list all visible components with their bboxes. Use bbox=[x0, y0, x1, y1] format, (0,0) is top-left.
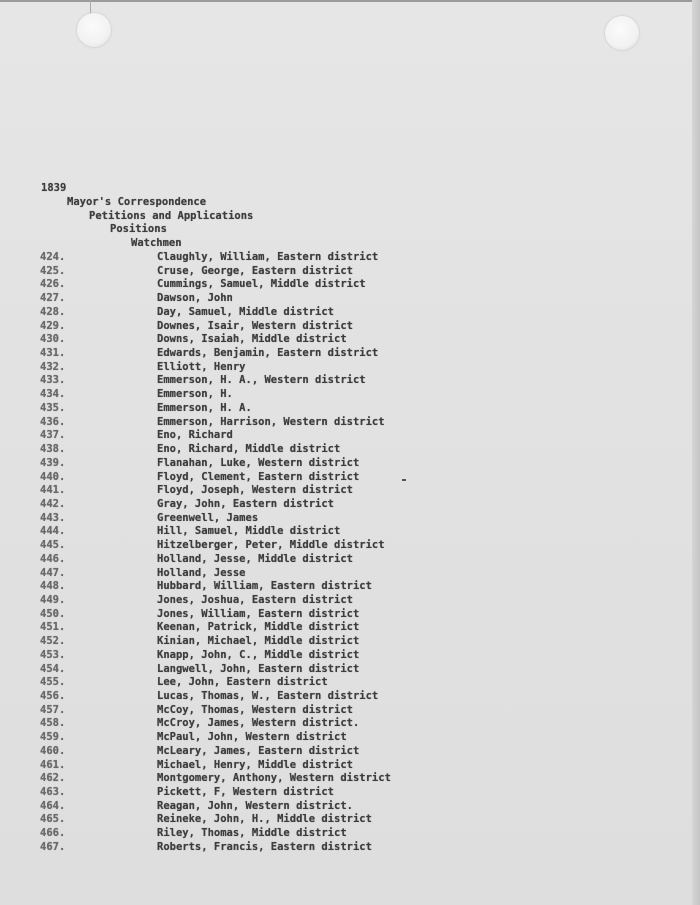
entry-text: Jones, William, Eastern district bbox=[157, 607, 360, 620]
entry-number: 447. bbox=[40, 566, 66, 579]
entry-text: Downes, Isair, Western district bbox=[157, 319, 353, 332]
entry-number: 459. bbox=[40, 731, 66, 744]
stray-mark bbox=[402, 479, 406, 481]
entry-number: 437. bbox=[40, 429, 66, 442]
entry-text: Greenwell, James bbox=[157, 511, 259, 524]
entry-number: 440. bbox=[40, 470, 66, 483]
entry-number: 448. bbox=[40, 580, 66, 593]
entry-number: 439. bbox=[40, 456, 66, 469]
entry-text: Knapp, John, C., Middle district bbox=[157, 648, 360, 661]
entry-text: Emmerson, H. bbox=[157, 388, 233, 401]
entry-number: 438. bbox=[40, 443, 66, 456]
page-right-edge bbox=[692, 0, 700, 905]
entry-text: Downs, Isaiah, Middle district bbox=[157, 333, 347, 346]
entry-number: 429. bbox=[40, 319, 66, 332]
entry-number: 430. bbox=[40, 333, 66, 346]
entry-number: 424. bbox=[40, 251, 66, 263]
entry-number: 441. bbox=[40, 484, 66, 497]
entry-number: 435. bbox=[40, 401, 66, 414]
year-heading: 1839 bbox=[41, 182, 67, 194]
entry-number: 426. bbox=[40, 278, 66, 291]
entry-number: 436. bbox=[40, 415, 66, 428]
entry-text: Pickett, F, Western district bbox=[157, 786, 335, 799]
entry-number: 442. bbox=[40, 497, 66, 510]
entry-number: 434. bbox=[40, 388, 66, 401]
entry-number: 462. bbox=[40, 772, 66, 785]
entry-text: Floyd, Clement, Eastern district bbox=[157, 470, 360, 483]
punch-hole-left bbox=[77, 13, 111, 47]
entry-number: 443. bbox=[40, 511, 66, 524]
entry-text: Keenan, Patrick, Middle district bbox=[157, 621, 360, 634]
entry-text: Eno, Richard, Middle district bbox=[157, 443, 341, 456]
entry-text: McPaul, John, Western district bbox=[157, 731, 347, 744]
entry-text: Day, Samuel, Middle district bbox=[157, 305, 335, 318]
entry-text: Edwards, Benjamin, Eastern district bbox=[157, 347, 379, 360]
entry-number: 433. bbox=[40, 374, 66, 387]
entry-text: McCroy, James, Western district. bbox=[157, 717, 360, 730]
entry-text: Hill, Samuel, Middle district bbox=[157, 525, 341, 538]
entry-text: Roberts, Francis, Eastern district bbox=[157, 840, 372, 853]
entry-number: 451. bbox=[40, 621, 66, 634]
entry-text: Hitzelberger, Peter, Middle district bbox=[157, 539, 385, 552]
entry-number: 449. bbox=[40, 593, 66, 606]
entry-text: Reagan, John, Western district. bbox=[157, 799, 353, 812]
entry-number: 465. bbox=[40, 813, 66, 826]
entry-number: 464. bbox=[40, 799, 66, 812]
entry-number: 450. bbox=[40, 607, 66, 620]
entry-number: 453. bbox=[40, 648, 66, 661]
entry-number: 457. bbox=[40, 703, 66, 716]
entry-text: Michael, Henry, Middle district bbox=[157, 758, 353, 771]
entry-text: Emmerson, H. A., Western district bbox=[157, 374, 366, 387]
page-top-edge bbox=[0, 0, 700, 2]
entry-number: 466. bbox=[40, 827, 66, 840]
entry-text: Dawson, John bbox=[157, 292, 233, 305]
entry-number: 467. bbox=[40, 840, 66, 853]
entry-text: Emmerson, H. A. bbox=[157, 401, 252, 414]
entry-text: McCoy, Thomas, Western district bbox=[157, 703, 353, 716]
entry-number: 455. bbox=[40, 676, 66, 689]
entry-text: Riley, Thomas, Middle district bbox=[157, 827, 347, 840]
entry-number: 461. bbox=[40, 758, 66, 771]
entry-text: Langwell, John, Eastern district bbox=[157, 662, 360, 675]
entry-number: 428. bbox=[40, 305, 66, 318]
entry-text: Holland, Jesse bbox=[157, 566, 246, 579]
entry-text: Elliott, Henry bbox=[157, 360, 246, 373]
entry-text: Cummings, Samuel, Middle district bbox=[157, 278, 366, 291]
entry-number: 456. bbox=[40, 690, 66, 702]
subcategory-heading: Watchmen bbox=[131, 237, 182, 249]
entry-number: 460. bbox=[40, 744, 66, 757]
entry-text: Flanahan, Luke, Western district bbox=[157, 456, 360, 469]
entry-text: Eno, Richard bbox=[157, 429, 233, 442]
entry-text: McLeary, James, Eastern district bbox=[157, 744, 360, 757]
entry-text: Montgomery, Anthony, Western district bbox=[157, 772, 391, 785]
entry-number: 444. bbox=[40, 525, 66, 538]
entry-number: 452. bbox=[40, 635, 66, 648]
entry-text: Lucas, Thomas, W., Eastern district bbox=[157, 690, 379, 702]
category-heading: Positions bbox=[110, 223, 167, 235]
entry-number: 454. bbox=[40, 662, 66, 675]
series-heading: Mayor's Correspondence bbox=[67, 196, 207, 208]
entry-text: Reineke, John, H., Middle district bbox=[157, 813, 372, 826]
entry-text: Gray, John, Eastern district bbox=[157, 497, 335, 510]
entry-number: 431. bbox=[40, 347, 66, 360]
entry-number: 445. bbox=[40, 539, 66, 552]
entry-text: Lee, John, Eastern district bbox=[157, 676, 328, 689]
entry-number: 427. bbox=[40, 292, 66, 305]
entry-text: Kinian, Michael, Middle district bbox=[157, 635, 360, 648]
entry-number: 432. bbox=[40, 360, 66, 373]
entry-text: Claughly, William, Eastern district bbox=[157, 251, 379, 263]
entry-number: 463. bbox=[40, 786, 66, 799]
entry-text: Floyd, Joseph, Western district bbox=[157, 484, 353, 497]
punch-hole-right bbox=[605, 16, 639, 50]
entry-text: Emmerson, Harrison, Western district bbox=[157, 415, 385, 428]
entry-text: Jones, Joshua, Eastern district bbox=[157, 593, 353, 606]
entry-text: Cruse, George, Eastern district bbox=[157, 264, 353, 277]
entry-number: 446. bbox=[40, 552, 66, 565]
entry-number: 458. bbox=[40, 717, 66, 730]
entry-number: 425. bbox=[40, 264, 66, 277]
entry-text: Holland, Jesse, Middle district bbox=[157, 552, 353, 565]
entry-text: Hubbard, William, Eastern district bbox=[157, 580, 372, 593]
subseries-heading: Petitions and Applications bbox=[89, 210, 254, 222]
